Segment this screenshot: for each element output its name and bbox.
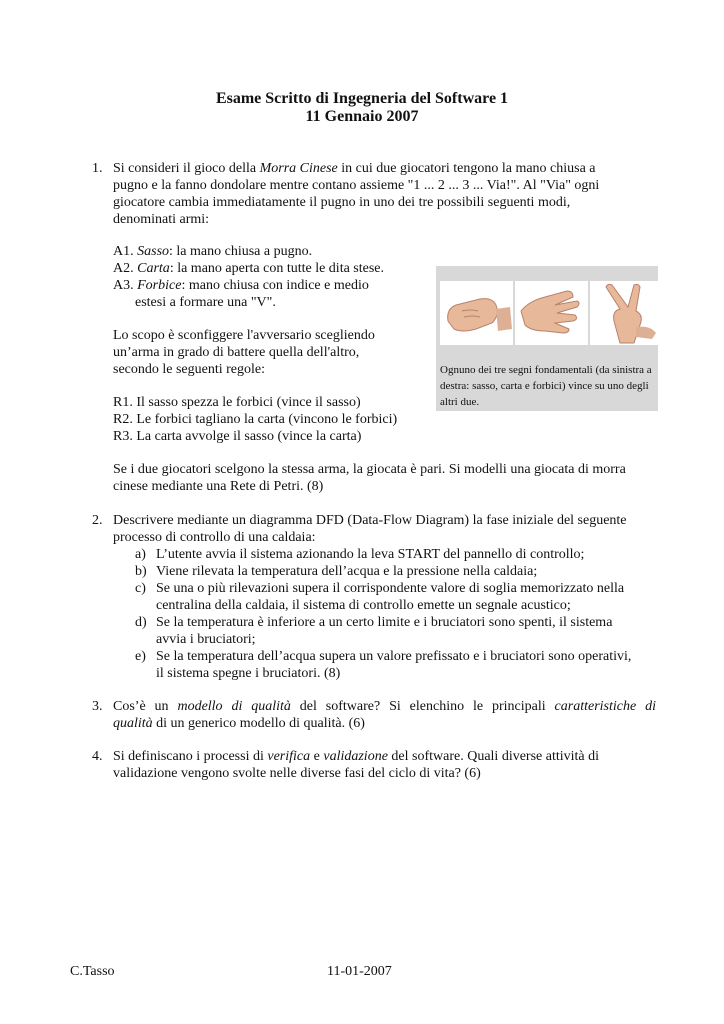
weapon-a3-cont: estesi a formare una "V". <box>135 295 276 310</box>
exam-title: Esame Scritto di Ingegneria del Software 1 <box>215 90 509 107</box>
exam-date: 11 Gennaio 2007 <box>305 108 419 125</box>
question-1-number: 1. <box>92 161 103 176</box>
rule-r1: R1. Il sasso spezza le forbici (vince il sasso) <box>113 395 361 410</box>
q1-line-3: giocatore cambia immediatamente il pugno in uno dei tre possibili seguenti modi, <box>113 195 571 210</box>
figure-caption: Ognuno dei tre segni fondamentali (da sinistra a destra: sasso, carta e forbici) vince su uno degli altri due. <box>440 364 652 408</box>
q2-item-e-label: e) <box>135 649 146 664</box>
q3-line-2: qualità di un generico modello di qualità. (6) <box>113 716 365 731</box>
q2-item-a: L’utente avvia il sistema azionando la leva START del pannello di controllo; <box>156 547 585 562</box>
q2-item-c-line-2: centralina della caldaia, il sistema di controllo emette un segnale acustico; <box>156 598 571 613</box>
q1-closing-2: cinese mediante una Rete di Petri. (8) <box>113 479 324 494</box>
q2-item-d-label: d) <box>135 615 147 630</box>
rule-r3: R3. La carta avvolge il sasso (vince la carta) <box>113 429 362 444</box>
question-3-number: 3. <box>92 699 103 714</box>
q2-line-2: processo di controllo di una caldaia: <box>113 530 316 545</box>
q2-item-d-line-1: Se la temperatura è inferiore a un certo limite e i bruciatori sono spenti, il sistema <box>156 615 613 630</box>
weapon-a2: A2. Carta: la mano aperta con tutte le dita stese. <box>113 261 385 276</box>
weapon-a3: A3. Forbice: mano chiusa con indice e medio <box>113 278 369 293</box>
rule-r2: R2. Le forbici tagliano la carta (vincono le forbici) <box>113 412 398 427</box>
q1-closing-1: Se i due giocatori scelgono la stessa arma, la giocata è pari. Si modelli una giocata di morra <box>113 462 626 477</box>
footer-author: C.Tasso <box>70 964 115 979</box>
q1-line-2: pugno e la fanno dondolare mentre contano assieme "1 ... 2 ... 3 ... Via!". Al "Via" ogni <box>113 178 600 193</box>
question-2-number: 2. <box>92 513 103 528</box>
q1-goal-1: Lo scopo è sconfiggere l'avversario scegliendo <box>113 328 375 343</box>
q1-goal-3: secondo le seguenti regole: <box>113 362 266 377</box>
q1-goal-2: un’arma in grado di battere quella dell'altro, <box>113 345 360 360</box>
scissors-hand-image <box>590 281 663 345</box>
q2-item-c-line-1: Se una o più rilevazioni supera il corrispondente valore di soglia memorizzato nella <box>156 581 625 596</box>
q3-line-1: Cos’è un modello di qualità del software? Si elenchino le principali caratteristiche di <box>113 699 656 714</box>
q2-item-e-line-2: il sistema spegne i bruciatori. (8) <box>156 666 341 681</box>
q2-item-c-label: c) <box>135 581 146 596</box>
q2-item-b: Viene rilevata la temperatura dell’acqua e la pressione nella caldaia; <box>156 564 538 579</box>
q4-line-2: validazione vengono svolte nelle diverse fasi del ciclo di vita? (6) <box>113 766 481 781</box>
q2-line-1: Descrivere mediante un diagramma DFD (Data-Flow Diagram) la fase iniziale del seguente <box>113 513 627 528</box>
q2-item-b-label: b) <box>135 564 147 579</box>
question-4-number: 4. <box>92 749 103 764</box>
footer-date: 11-01-2007 <box>327 964 392 979</box>
paper-hand-image <box>515 281 588 345</box>
q2-item-e-line-1: Se la temperatura dell’acqua supera un valore prefissato e i bruciatori sono operativi, <box>156 649 632 664</box>
rock-hand-image <box>440 281 513 345</box>
q4-line-1: Si definiscano i processi di verifica e validazione del software. Quali diverse attività di <box>113 749 600 764</box>
q1-line-4: denominati armi: <box>113 212 210 227</box>
hand-signs-figure <box>436 266 658 411</box>
q1-line-1: Si consideri il gioco della Morra Cinese in cui due giocatori tengono la mano chiusa a <box>113 161 596 176</box>
q2-item-a-label: a) <box>135 547 146 562</box>
q2-item-d-line-2: avvia i bruciatori; <box>156 632 256 647</box>
weapon-a1: A1. Sasso: la mano chiusa a pugno. <box>113 244 313 259</box>
